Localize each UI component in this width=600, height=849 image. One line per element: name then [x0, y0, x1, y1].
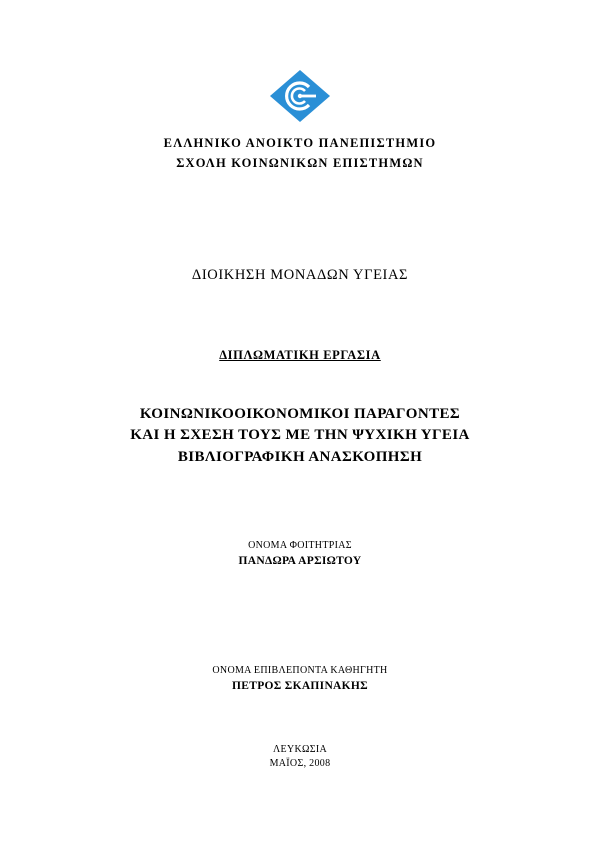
student-label: ΟΝΟΜΑ ΦΟΙΤΗΤΡΙΑΣ: [248, 540, 352, 551]
thesis-title-line-2: ΚΑΙ Η ΣΧΕΣΗ ΤΟΥΣ ΜΕ ΤΗΝ ΨΥΧΙΚΗ ΥΓΕΙΑ: [130, 427, 470, 443]
supervisor-label: ΟΝΟΜΑ ΕΠΙΒΛΕΠΟΝΤΑ ΚΑΘΗΓΗΤΗ: [212, 665, 388, 676]
thesis-subtitle: ΒΙΒΛΙΟΓΡΑΦΙΚΗ ΑΝΑΣΚΟΠΗΣΗ: [177, 449, 423, 465]
thesis-title-line-1: ΚΟΙΝΩΝΙΚΟΟΙΚΟΝΟΜΙΚΟΙ ΠΑΡΑΓΟΝΤΕΣ: [139, 406, 461, 422]
supervisor-name: ΠΕΤΡΟΣ ΣΚΑΠΙΝΑΚΗΣ: [232, 680, 368, 692]
date: ΜΑΪΟΣ, 2008: [269, 758, 331, 769]
university-logo-icon: [270, 70, 330, 122]
student-name: ΠΑΝΔΩΡΑ ΑΡΣΙΩΤΟΥ: [238, 555, 362, 567]
city: ΛΕΥΚΩΣΙΑ: [272, 744, 327, 755]
thesis-label: ΔΙΠΛΩΜΑΤΙΚΗ ΕΡΓΑΣΙΑ: [219, 348, 381, 362]
program-name: ΔΙΟΙΚΗΣΗ ΜΟΝΑΔΩΝ ΥΓΕΙΑΣ: [191, 267, 409, 283]
university-name: ΕΛΛΗΝΙΚΟ ΑΝΟΙΚΤΟ ΠΑΝΕΠΙΣΤΗΜΙΟ: [163, 136, 437, 150]
school-name: ΣΧΟΛΗ ΚΟΙΝΩΝΙΚΩΝ ΕΠΙΣΤΗΜΩΝ: [176, 156, 424, 170]
